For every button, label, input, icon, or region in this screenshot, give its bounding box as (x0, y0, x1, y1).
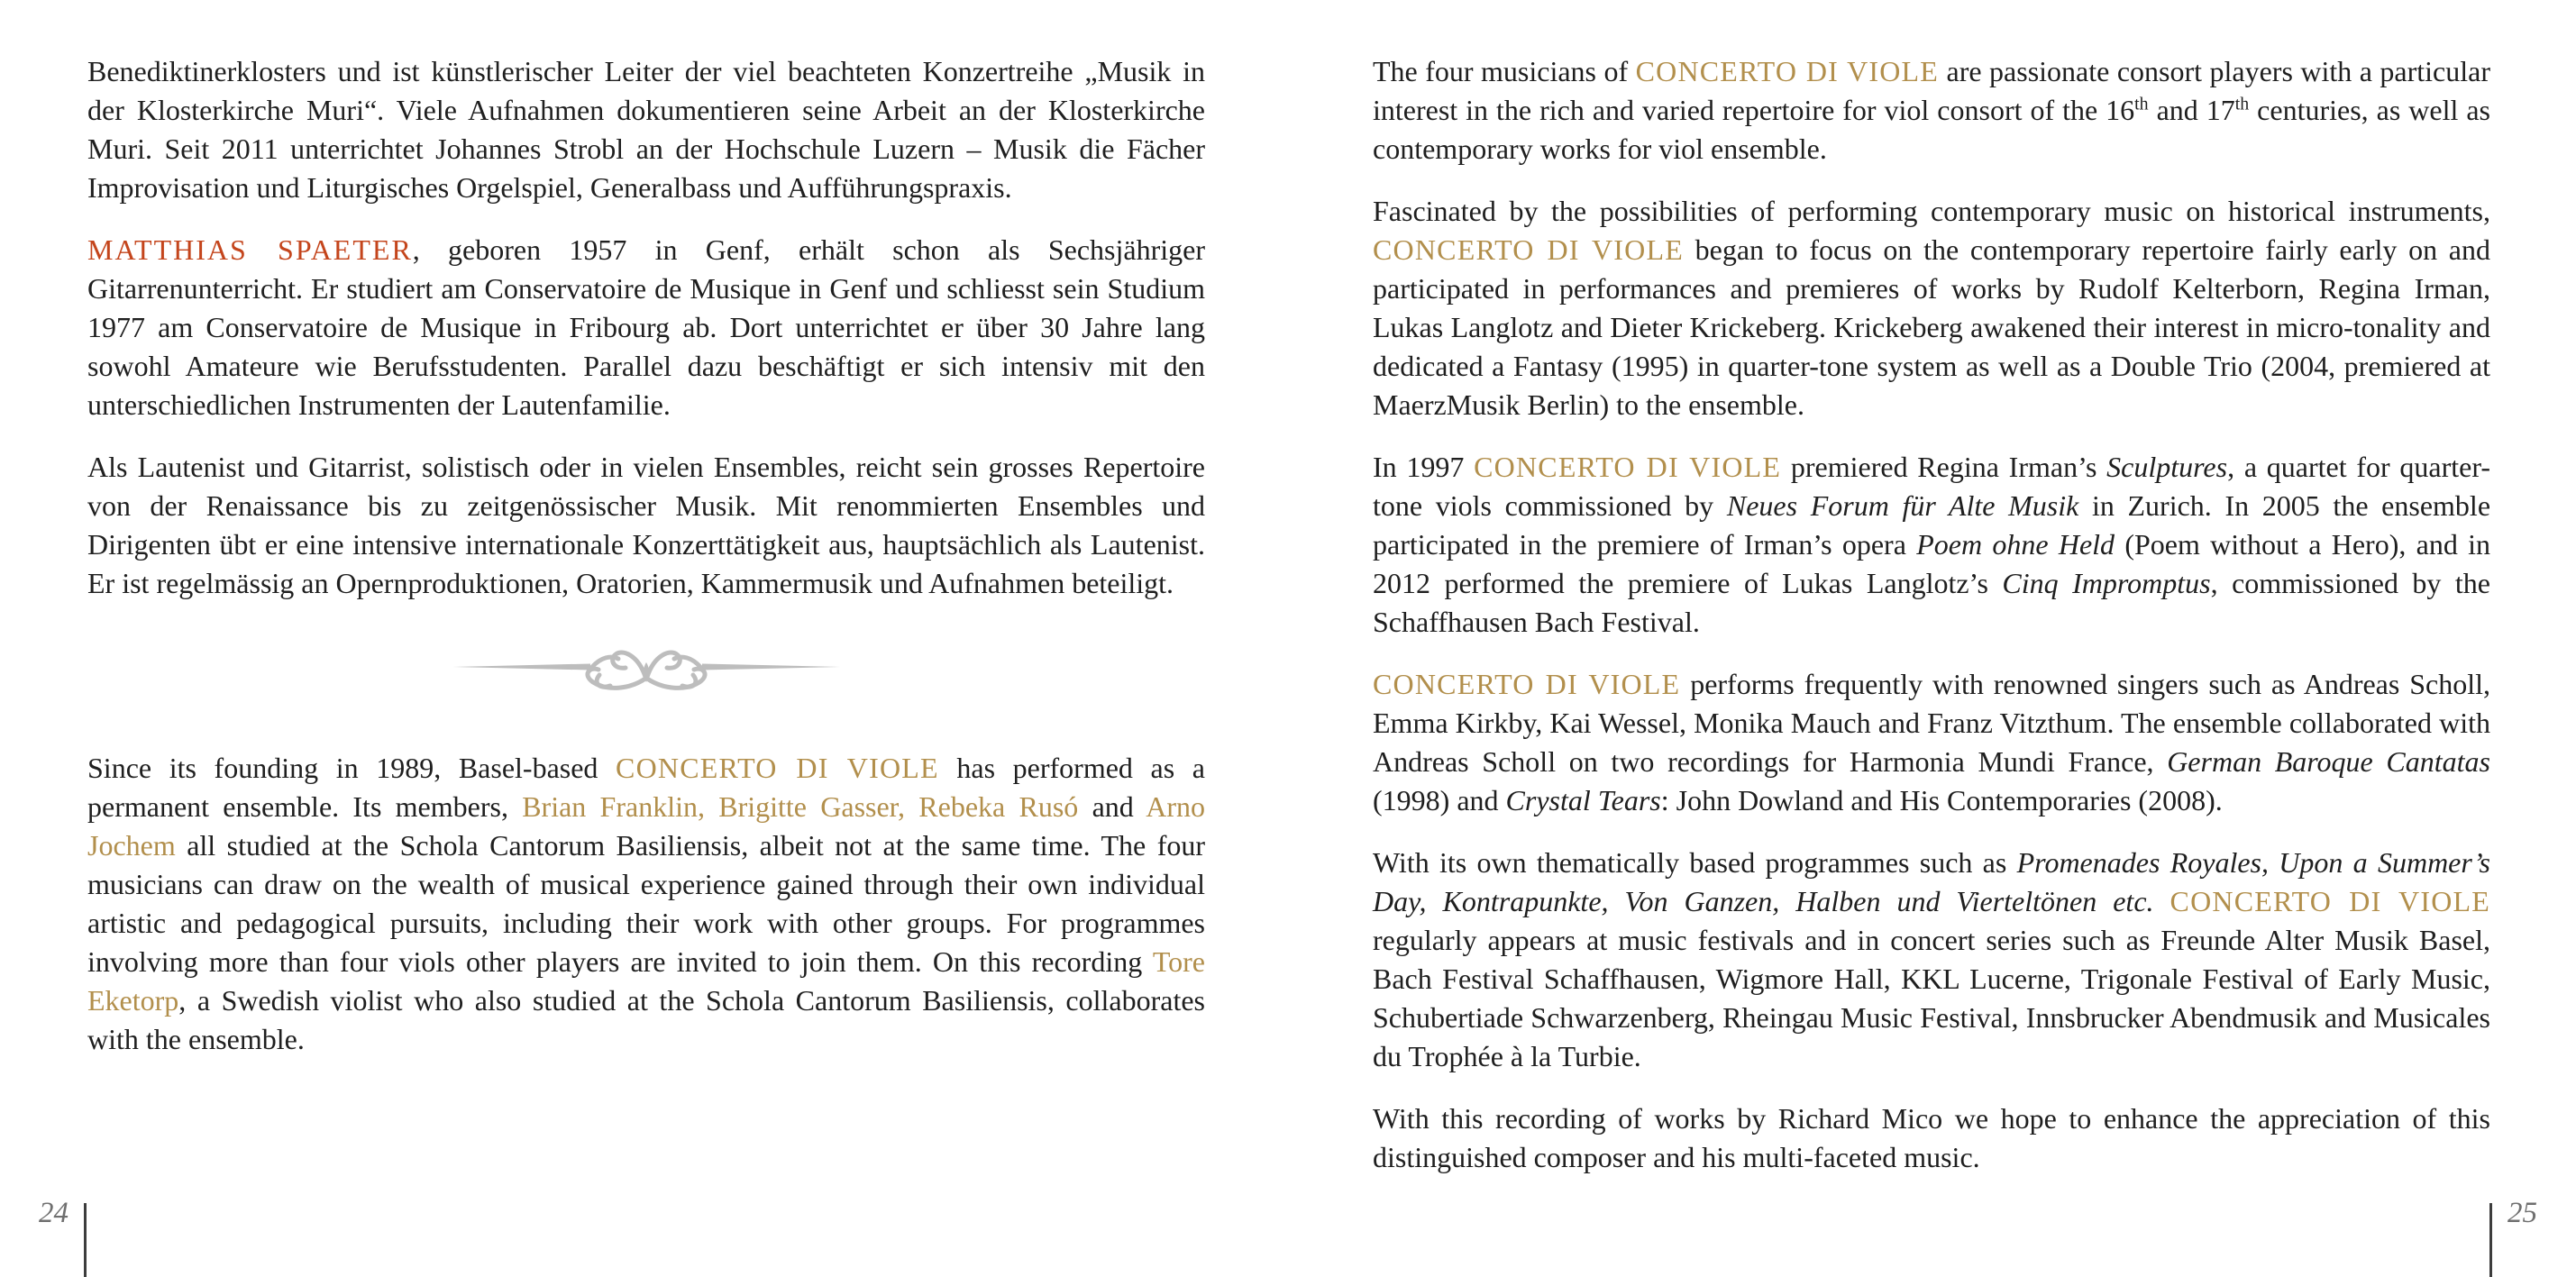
paragraph-english-4: CONCERTO DI VIOLE performs frequently with renowned singers such as Andreas Scholl, Emma Kirkby, Kai Wessel, Monika Mauch and Franz Vitzthum. The ensemble collaborated with Andreas Scholl on two recordings for Harmonia Mundi France, German Baroque Cantatas (1998) and Crystal Tears: John Dowland and His Contemporaries (2008). (1373, 668, 2490, 816)
page-25 (1373, 52, 2490, 1177)
paragraph-english-ensemble: Since its founding in 1989, Basel-based CONCERTO DI VIOLE has performed as a permanent ensemble. Its members, Brian Franklin, Brigitte Gasser, Rebeka Rusó and Arno Jochem all studied at the Schola Cantorum Basiliensis, albeit not at the same time. The four musicians can draw on the wealth of musical experience gained through their own individual artistic and pedagogical pursuits, including their work with other groups. For programmes involving more than four viols other players are invited to join them. On this recording Tore Eketorp, a Swedish violist who also studied at the Schola Cantorum Basiliensis, collaborates with the ensemble. (87, 752, 1206, 1055)
footer-rule-right (2489, 1203, 2492, 1277)
paragraph-german-1: Benediktinerklosters und ist künstlerischer Leiter der viel beachteten Konzertreihe „Musik in der Klosterkirche Muri“. Viele Aufnahmen dokumentieren seine Arbeit an der Klosterkirche Muri. Seit 2011 unterrichtet Johannes Strobl an der Hochschule Luzern – Musik die Fächer Improvisation und Liturgisches Orgelspiel, Generalbass und Aufführungspraxis. (87, 55, 1205, 204)
paragraph-english-1: The four musicians of CONCERTO DI VIOLE are passionate consort players with a particular interest in the rich and varied repertoire for viol consort of the 16th and 17th centuries, as well as contemporary works for viol ensemble. (1373, 55, 2491, 165)
page-24 (87, 52, 1205, 1059)
paragraph-english-3: In 1997 CONCERTO DI VIOLE premiered Regina Irman’s Sculptures, a quartet for quarter-tone viols commissioned by Neues Forum für Alte Musik in Zurich. In 2005 the ensemble participated in the premiere of Irman’s opera Poem ohne Held (Poem without a Hero), and in 2012 performed the premiere of Lukas Langlotz’s Cinq Impromptus, commissioned by the Schaffhausen Bach Festival. (1373, 451, 2491, 638)
footer-rule-left (84, 1203, 87, 1277)
paragraph-english-5: With its own thematically based programmes such as Promenades Royales, Upon a Summer’s Day, Kontrapunkte, Von Ganzen, Halben und Vierteltönen etc. CONCERTO DI VIOLE regularly appears at music festivals and in concert series such as Freunde Alter Musik Basel, Bach Festival Schaffhausen, Wigmore Hall, KKL Lucerne, Trigonale Festival of Early Music, Schubertiade Schwarzenberg, Rheingau Music Festival, Innsbrucker Abendmusik and Musicales du Trophée à la Turbie. (1373, 846, 2491, 1072)
floral-divider-ornament (452, 641, 840, 693)
paragraph-german-2: MATTHIAS SPAETER, geboren 1957 in Genf, erhält schon als Sechsjähriger Gitarrenunterricht. Er studiert am Conservatoire de Musique in Genf und schliesst sein Studium 1977 am Conservatoire de Musique in Fribourg ab. Dort unterrichtet er über 30 Jahre lang sowohl Amateure wie Berufsstudenten. Parallel dazu beschäftigt er sich intensiv mit den unterschiedlichen Instrumenten der Lautenfamilie. (87, 233, 1206, 421)
paragraph-german-3: Als Lautenist und Gitarrist, solistisch oder in vielen Ensembles, reicht sein grosses Repertoire von der Renaissance bis zu zeitgenössischer Musik. Mit renommierten Ensembles und Dirigenten übt er eine intensive internationale Konzerttätigkeit aus, hauptsächlich als Lautenist. Er ist regelmässig an Opernproduktionen, Oratorien, Kammermusik und Aufnahmen beteiligt. (87, 451, 1205, 599)
floral-divider-icon (452, 641, 840, 693)
paragraph-english-6: With this recording of works by Richard Mico we hope to enhance the appreciation of this distinguished composer and his multi-faceted music. (1373, 1102, 2490, 1173)
page-number-right: 25 (2507, 1197, 2537, 1229)
page-number-left: 24 (39, 1197, 69, 1229)
paragraph-english-2: Fascinated by the possibilities of performing contemporary music on historical instruments, CONCERTO DI VIOLE began to focus on the contemporary repertoire fairly early on and participated in performances and premieres of works by Rudolf Kelterborn, Regina Irman, Lukas Langlotz and Dieter Krickeberg. Krickeberg awakened their interest in micro-tonality and dedicated a Fantasy (1995) in quarter-tone system as well as a Double Trio (2004, premiered at MaerzMusik Berlin) to the ensemble. (1373, 195, 2490, 421)
